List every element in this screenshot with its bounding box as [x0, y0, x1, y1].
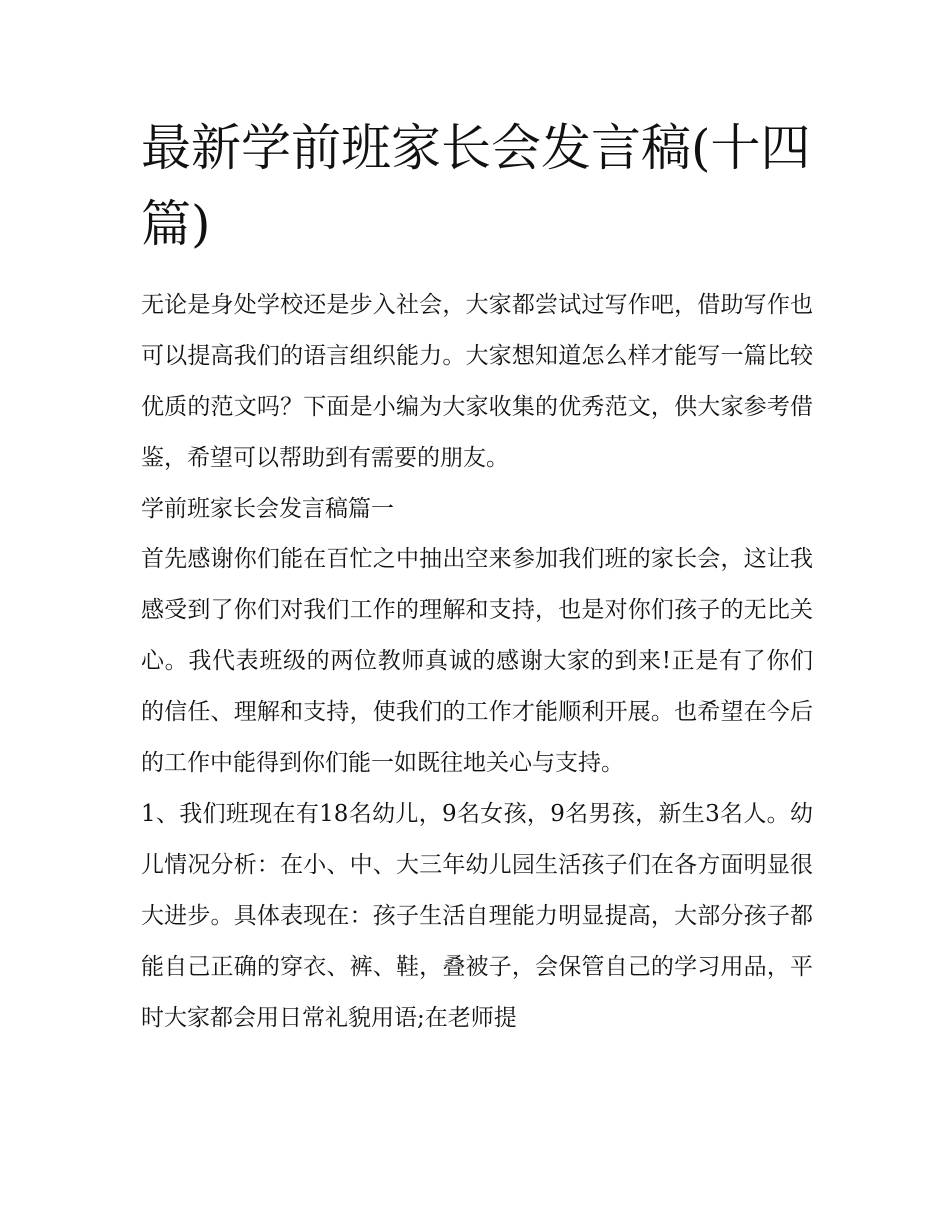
- document-title: 最新学前班家长会发言稿(十四篇): [141, 119, 811, 253]
- section-heading: 学前班家长会发言稿篇一: [141, 496, 394, 522]
- document-body: [141, 280, 813, 1044]
- document-page: [141, 110, 813, 1044]
- intro-paragraph: 无论是身处学校还是步入社会，大家都尝试过写作吧，借助写作也可以提高我们的语言组织能力。大家想知道怎么样才能写一篇比较优质的范文吗？下面是小编为大家收集的优秀范文，供大家参考借鉴，希望可以帮助到有需要的朋友。: [141, 292, 813, 471]
- body-paragraph: 首先感谢你们能在百忙之中抽出空来参加我们班的家长会，这让我感受到了你们对我们工作的理解和支持，也是对你们孩子的无比关心。我代表班级的两位教师真诚的感谢大家的到来!正是有了你们的信任、理解和支持，使我们的工作才能顺利开展。也希望在今后的工作中能得到你们能一如既往地关心与支持。: [141, 546, 813, 776]
- body-paragraph: 1、我们班现在有18名幼儿，9名女孩，9名男孩，新生3名人。幼儿情况分析：在小、中、大三年幼儿园生活孩子们在各方面明显很大进步。具体表现在：孩子生活自理能力明显提高，大部分孩子都能自己正确的穿衣、裤、鞋，叠被子，会保管自己的学习用品，平时大家都会用日常礼貌用语;在老师提: [141, 801, 813, 1031]
